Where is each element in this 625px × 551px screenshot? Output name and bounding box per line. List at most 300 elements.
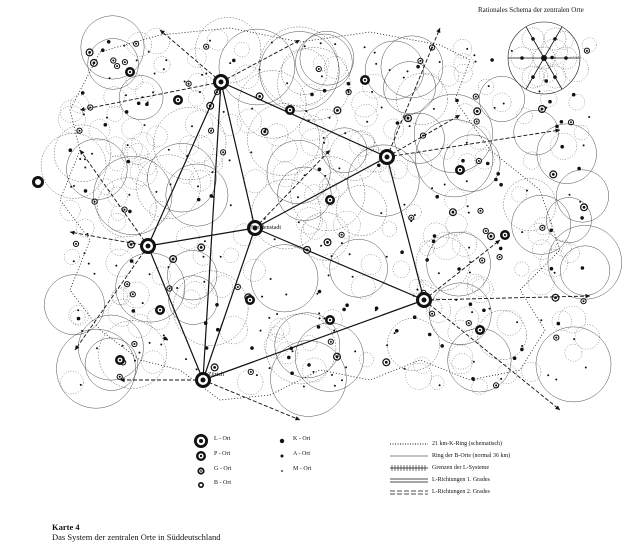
m-ort (328, 274, 330, 276)
m-ort (316, 293, 318, 295)
a-ort (400, 250, 404, 254)
k-ring (185, 111, 212, 138)
m-ort (569, 194, 571, 196)
m-ort (344, 132, 346, 134)
k-ring (144, 28, 170, 54)
b-ring (556, 170, 608, 222)
k-ring (575, 325, 600, 350)
k-ring (433, 232, 461, 260)
inset-center (541, 55, 547, 61)
k-ort-dot (499, 256, 501, 258)
b-ring (427, 232, 491, 296)
a-ort (550, 267, 554, 271)
k-ort-dot (330, 341, 332, 343)
a-ort (342, 308, 346, 312)
a-ort (84, 189, 88, 193)
k-ring (64, 249, 79, 264)
b-ring (44, 275, 104, 335)
arrow-head (75, 345, 79, 350)
k-ort-dot (132, 293, 134, 295)
a-ort (215, 303, 219, 307)
m-ort (269, 367, 271, 369)
a-ort (425, 258, 429, 262)
k-ring (352, 91, 378, 117)
k-ring (497, 310, 522, 335)
p-ort-core (459, 169, 461, 171)
k-ort-dot (348, 91, 350, 93)
b-ort-dot (476, 110, 479, 113)
legend-item-border: Grenzen der L-Systeme (432, 465, 489, 471)
b-ring (330, 239, 388, 297)
b-ring (85, 338, 138, 391)
a-ort (145, 103, 149, 107)
a-ort (101, 48, 105, 52)
a-ort (77, 317, 81, 321)
arrow-head (585, 294, 590, 298)
m-ort (334, 43, 336, 45)
m-ort (88, 263, 90, 265)
a-ort (496, 172, 500, 176)
k-ort-dot (410, 217, 412, 219)
l-direction-2 (424, 300, 560, 410)
b-ring (267, 140, 330, 203)
b-ring (252, 180, 321, 249)
k-ring (532, 240, 552, 260)
k-ring (60, 200, 80, 220)
m-ort (386, 344, 388, 346)
k-ort-dot (431, 313, 433, 315)
k-ring (304, 185, 323, 204)
m-ort (149, 273, 151, 275)
a-ort (205, 346, 209, 350)
m-ort (142, 302, 144, 304)
legend-sym-b-inner (200, 484, 203, 487)
m-ort (209, 40, 211, 42)
b-ring (414, 94, 492, 172)
m-ort (545, 107, 547, 109)
m-ort (196, 368, 198, 370)
k-ring (472, 279, 490, 297)
a-ort (250, 346, 254, 350)
k-ring (188, 90, 204, 106)
b-ort-dot (93, 62, 96, 65)
k-ring (563, 56, 589, 82)
p-ort-core (329, 319, 331, 321)
m-ort (186, 155, 188, 157)
k-ring (455, 307, 479, 331)
k-ring (142, 351, 165, 374)
m-ort (573, 338, 575, 340)
a-ort (548, 100, 552, 104)
k-ring (139, 157, 157, 175)
m-ort (84, 158, 86, 160)
k-ring (540, 90, 557, 107)
k-ring (361, 255, 381, 275)
a-ort (307, 363, 311, 367)
b-ort-dot (583, 206, 586, 209)
k-ring (112, 287, 130, 305)
m-ort (223, 111, 225, 113)
l-direction-1 (221, 82, 387, 157)
m-ort (127, 144, 129, 146)
a-ort (395, 329, 399, 333)
a-ort (469, 302, 473, 306)
k-ring (528, 67, 548, 87)
l-direction-1 (148, 228, 255, 246)
m-ort (455, 299, 457, 301)
m-ort (84, 252, 86, 254)
k-ring (244, 170, 267, 193)
m-ort (73, 260, 75, 262)
b-ort-dot (213, 366, 216, 369)
arrow-head (295, 416, 300, 420)
b-ring (444, 135, 501, 192)
k-ring (315, 109, 338, 132)
a-ort (520, 348, 524, 352)
k-ring (183, 282, 206, 305)
k-ort-dot (237, 286, 239, 288)
m-ort (220, 256, 222, 258)
place-label-zurich: Zürich (208, 372, 224, 378)
inset-axis (544, 27, 562, 58)
k-ring (517, 108, 533, 124)
p-ort-core (289, 109, 291, 111)
k-ring (238, 369, 263, 394)
k-ort-dot (478, 160, 480, 162)
m-ort (230, 204, 232, 206)
b-ring (300, 31, 354, 85)
b-ring (384, 62, 436, 114)
k-ring (574, 125, 589, 140)
m-ort (297, 196, 299, 198)
m-ort (468, 212, 470, 214)
inset-title: Rationales Schema der zentralen Orte (478, 6, 584, 14)
k-ring (492, 93, 511, 112)
b-ort-dot (172, 258, 175, 261)
m-ort (374, 52, 376, 54)
l-direction-2 (70, 232, 148, 246)
l-direction-2 (75, 246, 148, 350)
k-ring (528, 269, 554, 295)
k-ring (76, 219, 94, 237)
l-ort-core (385, 155, 390, 160)
m-ort (404, 368, 406, 370)
legend-sym-l-core (199, 439, 203, 443)
m-ort (469, 261, 471, 263)
m-ort (489, 308, 491, 310)
a-ort (125, 110, 129, 114)
m-ort (407, 70, 409, 72)
k-ring (417, 74, 443, 100)
caption-title: Karte 4 (52, 522, 80, 532)
k-ring (128, 314, 151, 337)
k-ort-dot (570, 121, 572, 123)
m-ort (139, 352, 141, 354)
m-ort (386, 256, 388, 258)
k-ort-dot (116, 65, 118, 67)
legend-item-m-ort: M - Ort (293, 466, 312, 472)
m-ort (170, 183, 172, 185)
m-ort (154, 73, 156, 75)
k-ring (224, 248, 239, 263)
k-ring (420, 241, 435, 256)
m-ort (109, 77, 111, 79)
a-ort (290, 371, 294, 375)
m-ort (554, 272, 556, 274)
m-ort (264, 218, 266, 220)
m-ort (366, 121, 368, 123)
a-ort (318, 290, 322, 294)
k-ring (154, 57, 170, 73)
k-ort-dot (124, 209, 126, 211)
m-ort (521, 345, 523, 347)
k-ring (406, 363, 432, 389)
a-ort (345, 303, 349, 307)
m-ort (319, 317, 321, 319)
m-ort (583, 144, 585, 146)
m-ort (84, 167, 86, 169)
k-ring (515, 262, 529, 276)
l-ort-core (201, 378, 206, 383)
m-ort (403, 204, 405, 206)
legend-item-k-ort: K - Ort (293, 436, 311, 442)
b-ring (195, 18, 261, 84)
p-ort-core (129, 71, 131, 73)
m-ort (320, 42, 322, 44)
p-ort-core (329, 199, 331, 201)
m-ort (256, 374, 258, 376)
k-ort-dot (89, 107, 91, 109)
k-ring (237, 109, 261, 133)
legend-item-p-ort: P - Ort (214, 451, 231, 457)
k-ring (122, 139, 142, 159)
k-ring (359, 353, 373, 367)
caption-subtitle: Das System der zentralen Orte in Süddeutschland (52, 532, 221, 542)
a-ort (499, 247, 503, 251)
m-ort (259, 69, 261, 71)
k-ort-dot (216, 91, 218, 93)
a-ort (499, 183, 503, 187)
a-ort (581, 266, 585, 270)
m-ort (371, 91, 373, 93)
m-ort (375, 309, 377, 311)
a-ort (197, 198, 201, 202)
k-ring (70, 95, 88, 113)
m-ort (473, 379, 475, 381)
m-ort (475, 61, 477, 63)
a-ort (560, 120, 564, 124)
a-ort (550, 56, 554, 60)
k-ring (303, 216, 326, 239)
k-ort-dot (135, 43, 137, 45)
a-ort (494, 178, 498, 182)
m-ort (197, 185, 199, 187)
k-ring (384, 119, 404, 139)
k-ring (122, 118, 143, 139)
k-ring (268, 327, 283, 342)
k-ring (60, 100, 83, 123)
l-direction-2 (387, 130, 560, 157)
a-ort (130, 259, 134, 263)
m-ort (106, 117, 108, 119)
k-ort-dot (205, 46, 207, 48)
k-ring (449, 345, 473, 369)
b-ort-dot (407, 117, 410, 120)
k-ring (497, 364, 517, 384)
m-ort (163, 334, 165, 336)
k-ring (333, 211, 360, 238)
a-ort (490, 58, 494, 62)
k-ort-dot (485, 230, 487, 232)
m-ort (204, 240, 206, 242)
m-ort (381, 107, 383, 109)
legend-item-a-ort: A - Ort (293, 451, 310, 457)
k-ring (204, 154, 222, 172)
b-ort-dot (452, 211, 455, 214)
m-ort (292, 350, 294, 352)
m-ort (521, 231, 523, 233)
k-ring (559, 306, 586, 333)
place-label-town: Freudenstadt (250, 225, 281, 231)
m-ort (303, 386, 305, 388)
m-ort (473, 54, 475, 56)
k-ring (430, 376, 444, 390)
m-ort (389, 69, 391, 71)
m-ort (333, 330, 335, 332)
m-ort (212, 171, 214, 173)
m-ort (585, 367, 587, 369)
inset-node (553, 75, 557, 79)
a-ort (457, 267, 461, 271)
b-ring (512, 195, 571, 254)
k-ort-dot (541, 227, 543, 229)
l-ort-core (146, 244, 151, 249)
b-ring (166, 164, 228, 226)
a-ort (557, 322, 561, 326)
b-ring (429, 283, 491, 345)
b-ring (365, 41, 424, 100)
a-ort (81, 91, 85, 95)
a-ort (318, 168, 322, 172)
k-ring (552, 311, 572, 331)
m-ort (320, 245, 322, 247)
k-ring (110, 237, 129, 256)
m-ort (268, 317, 270, 319)
m-ort (324, 175, 326, 177)
a-ort (428, 333, 432, 337)
k-ring (475, 150, 494, 169)
a-ort (317, 325, 321, 329)
a-ort (377, 164, 381, 168)
k-ort-dot (341, 234, 343, 236)
b-ring (514, 110, 559, 155)
p-ort-core (159, 309, 161, 311)
m-ort (380, 212, 382, 214)
m-ort (414, 214, 416, 216)
m-ort (229, 159, 231, 161)
k-ring (512, 187, 527, 202)
k-ring (535, 217, 552, 234)
arrow-head (70, 231, 75, 235)
m-ort (155, 191, 157, 193)
k-ort-dot (79, 130, 81, 132)
m-ort (547, 374, 549, 376)
m-ort (87, 233, 89, 235)
k-ring (107, 106, 123, 122)
k-ort-dot (419, 60, 421, 62)
m-ort (168, 266, 170, 268)
m-ort (73, 185, 75, 187)
m-ort (250, 151, 252, 153)
k-ring (123, 282, 149, 308)
m-ort (125, 94, 127, 96)
m-ort (271, 42, 273, 44)
legend-item-direction-1: L-Richtungen 1. Grades (432, 477, 490, 483)
b-ring (99, 321, 167, 389)
b-ring (266, 314, 336, 384)
k-ring (296, 208, 322, 234)
m-ort (488, 85, 490, 87)
b-ort-dot (490, 235, 493, 238)
b-ort-dot (552, 173, 555, 176)
m-ort (555, 379, 557, 381)
m-ort (205, 73, 207, 75)
k-ort-dot (169, 288, 171, 290)
m-ort (413, 295, 415, 297)
m-ort (539, 90, 541, 92)
a-ort (128, 210, 132, 214)
m-ort (79, 158, 81, 160)
k-ring (272, 137, 297, 162)
m-ort (433, 108, 435, 110)
k-ort-dot (480, 210, 482, 212)
m-ort (329, 239, 331, 241)
k-ring (89, 119, 110, 140)
inset-node (564, 56, 568, 60)
m-ort (122, 345, 124, 347)
a-ort (216, 328, 220, 332)
m-ort (403, 77, 405, 79)
m-ort (323, 142, 325, 144)
k-ort-dot (210, 130, 212, 132)
k-ring (453, 39, 472, 58)
k-ring (235, 42, 250, 57)
m-ort (588, 116, 590, 118)
m-ort (274, 238, 276, 240)
m-ort (331, 255, 333, 257)
k-ring (130, 159, 157, 186)
k-ring (131, 133, 154, 156)
k-ring (454, 64, 472, 82)
a-ort (416, 65, 420, 69)
m-ort (473, 361, 475, 363)
b-ort-dot (263, 130, 266, 133)
k-ring (407, 153, 431, 177)
k-ring (569, 94, 585, 110)
k-ring (324, 56, 346, 78)
inset-node (531, 75, 535, 79)
b-ring (296, 34, 353, 91)
k-ring (187, 48, 206, 67)
m-ort (334, 385, 336, 387)
m-ort (500, 378, 502, 380)
a-ort (486, 162, 490, 166)
m-ort (466, 180, 468, 182)
legend-item-g-ort: G - Ort (214, 466, 232, 472)
legend-sym-m (281, 470, 283, 472)
b-ort-dot (326, 241, 329, 244)
a-ort (544, 79, 548, 83)
